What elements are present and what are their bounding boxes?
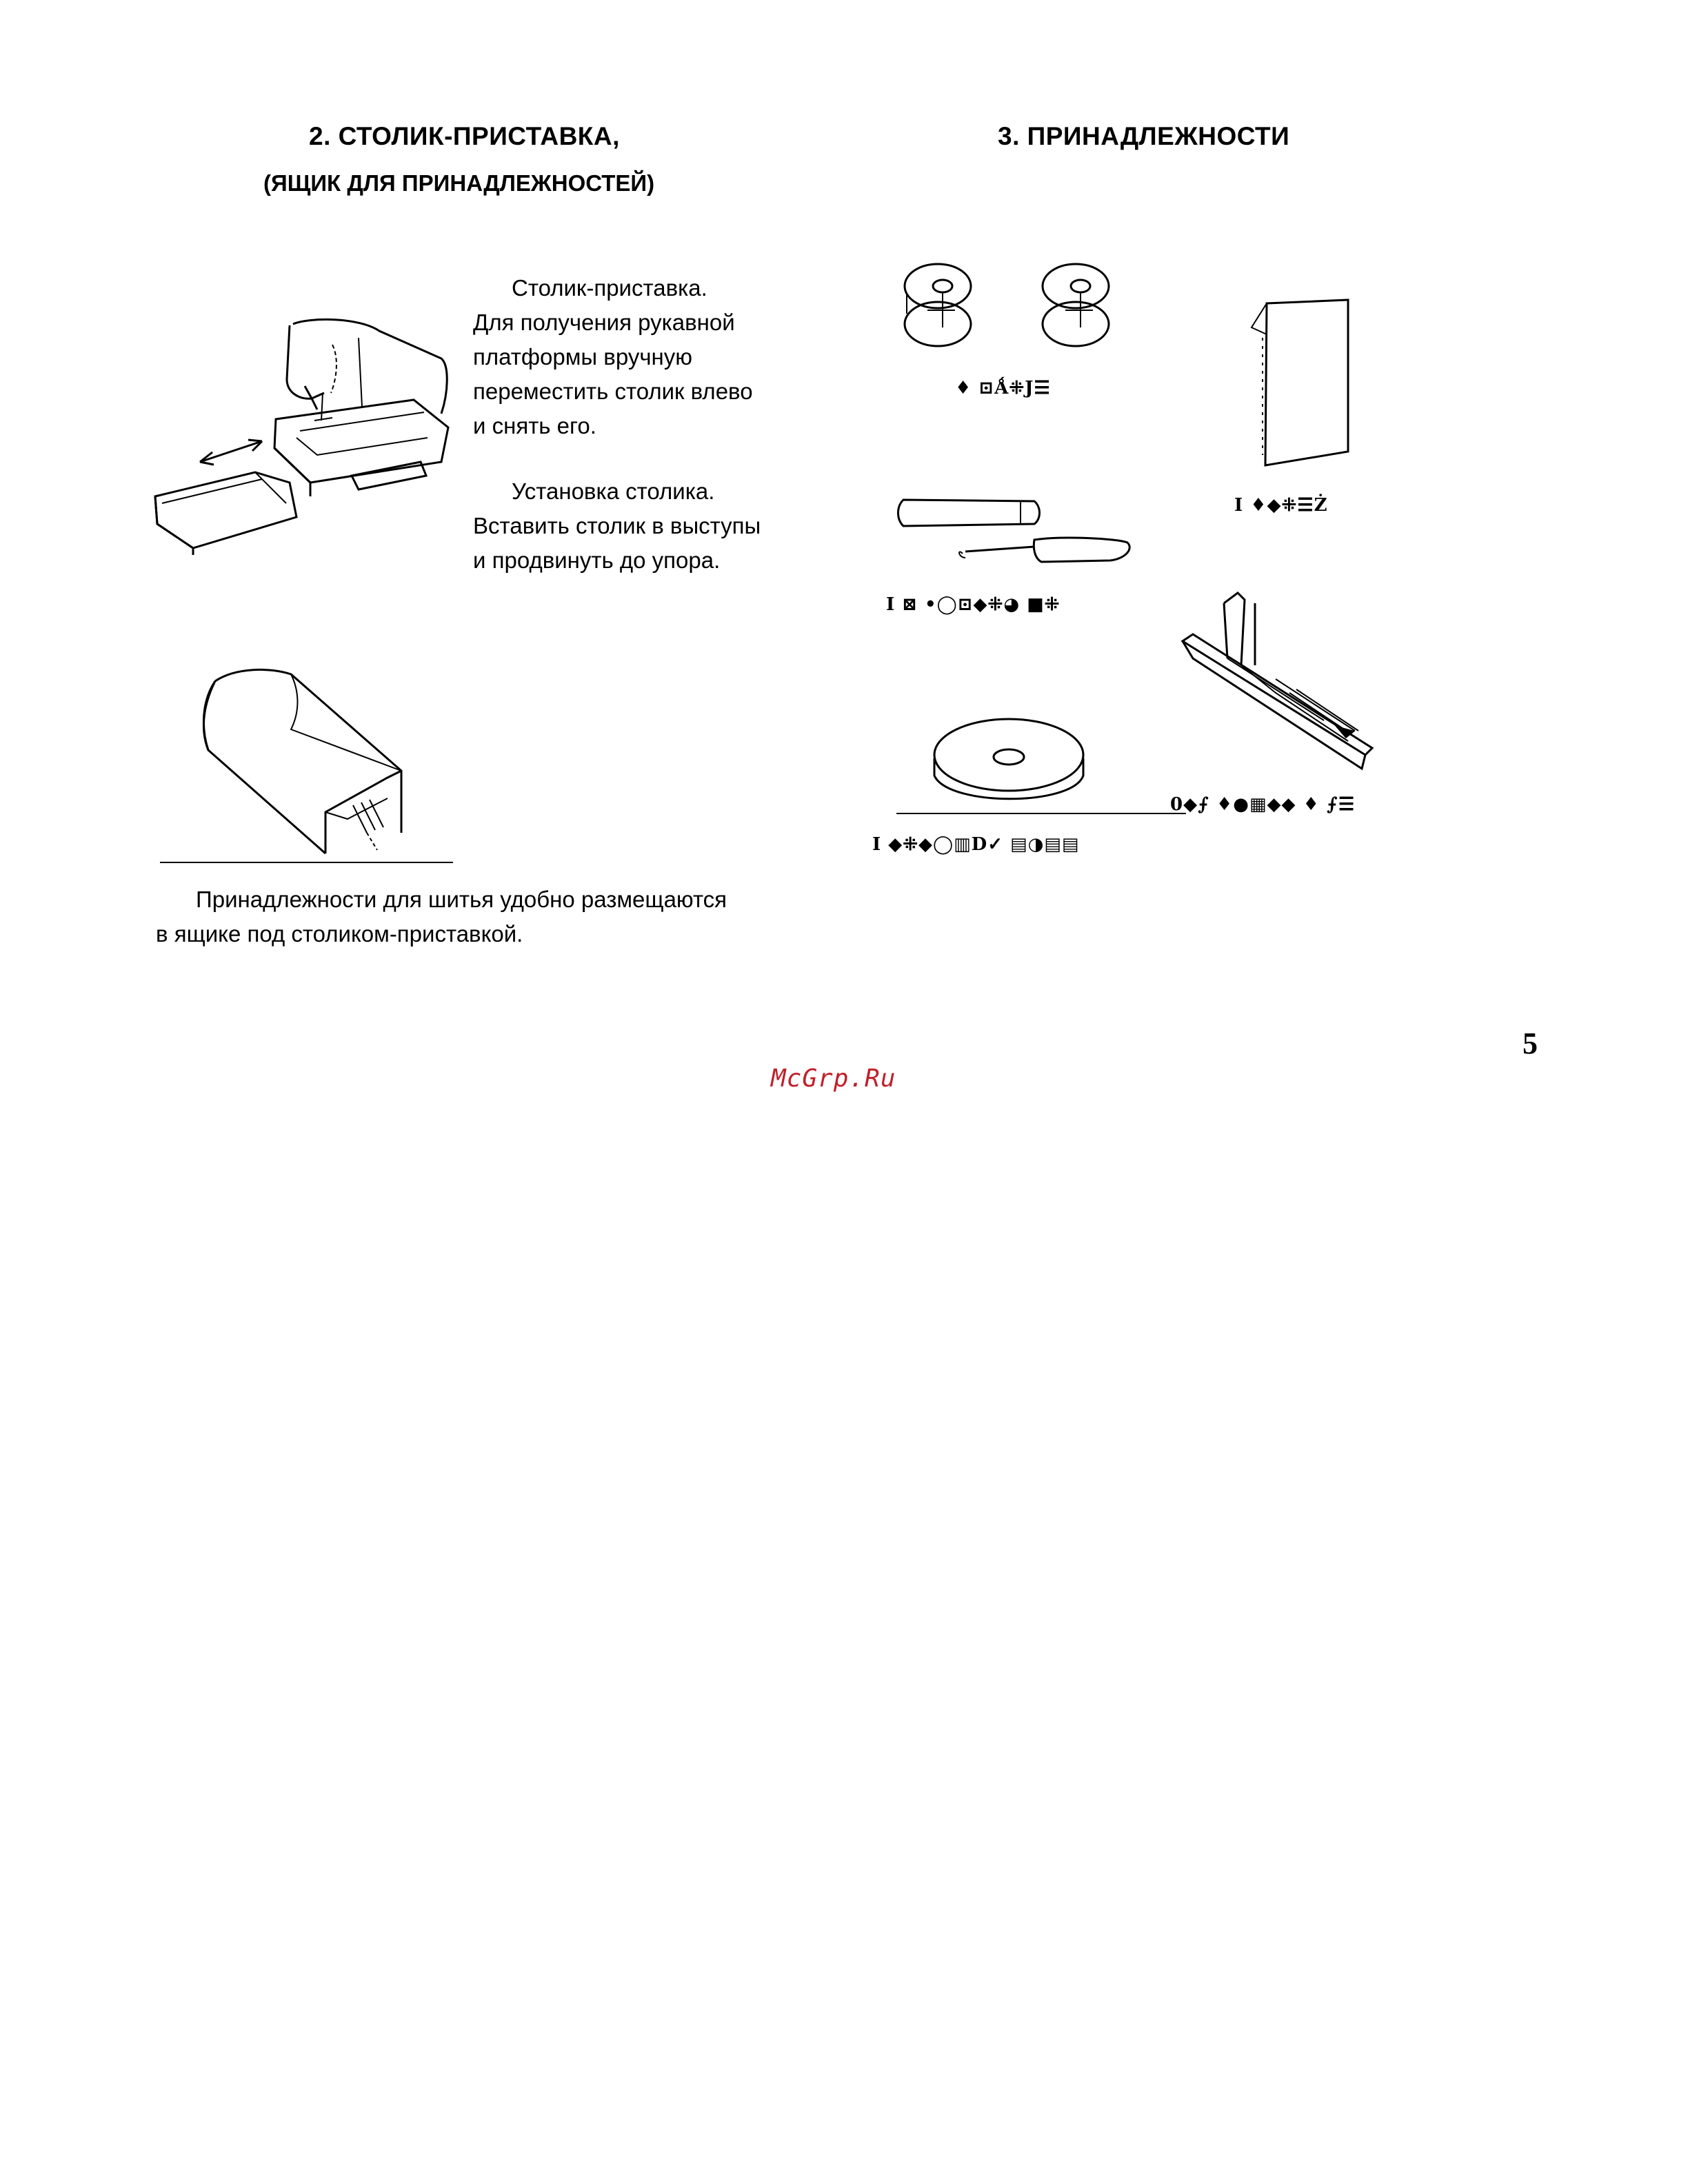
bobbins-illustration [900, 262, 1127, 352]
extension-table-removal-illustration [152, 317, 469, 572]
needles-caption: I ♦◆⁜☰Ż [1234, 495, 1328, 516]
install-line-2: и продвинуть до упора. [473, 547, 721, 573]
bobbins-caption: ♦ ⊡Ǻ⁜J☰ [955, 378, 1051, 398]
storage-note-line-1: Принадлежности для шитья удобно размещаются [196, 887, 727, 912]
needle-packet-illustration [1245, 296, 1355, 469]
removal-line-3: переместить столик влево [473, 378, 753, 404]
section-3-title: 3. ПРИНАДЛЕЖНОСТИ [998, 122, 1290, 150]
tools-caption: I ⊠ •◯⊡◆⁜◕ ■⁜ [886, 594, 1061, 615]
page-number: 5 [1523, 1027, 1538, 1060]
felt-caption: I ◆⁜◆◯▥D✓ ▤◑▤▤ [872, 834, 1080, 855]
removal-heading: Столик-приставка. [512, 275, 707, 301]
section-2-subtitle: (ЯЩИК ДЛЯ ПРИНАДЛЕЖНОСТЕЙ) [263, 170, 655, 196]
storage-note [156, 882, 727, 951]
buttonhole-foot-illustration [1172, 589, 1386, 782]
bobbin-2 [1043, 264, 1109, 346]
install-line-1: Вставить столик в выступы [473, 513, 761, 538]
removal-line-4: и снять его. [473, 413, 596, 438]
seam-ripper [959, 538, 1129, 562]
screwdriver [898, 500, 1040, 526]
removal-line-1: Для получения рукавной [473, 310, 735, 335]
watermark: McGrp.Ru [771, 1064, 896, 1093]
section-2-title: 2. СТОЛИК-ПРИСТАВКА, [309, 122, 620, 150]
removal-line-2: платформы вручную [473, 344, 692, 370]
storage-note-line-2: в ящике под столиком-приставкой. [156, 921, 523, 947]
spool-felt-illustration [927, 717, 1093, 813]
accessory-box-illustration [160, 667, 456, 867]
install-heading: Установка столика. [512, 478, 715, 504]
baseline-rule [896, 812, 1186, 815]
buttonhole-foot-caption: 0◆⨍ ♦●▦◆◆ ♦ ⨍☰ [1170, 794, 1356, 815]
bobbin-1 [905, 264, 971, 346]
install-instructions [473, 474, 761, 578]
tools-illustration [896, 486, 1145, 576]
removal-instructions [473, 271, 753, 443]
